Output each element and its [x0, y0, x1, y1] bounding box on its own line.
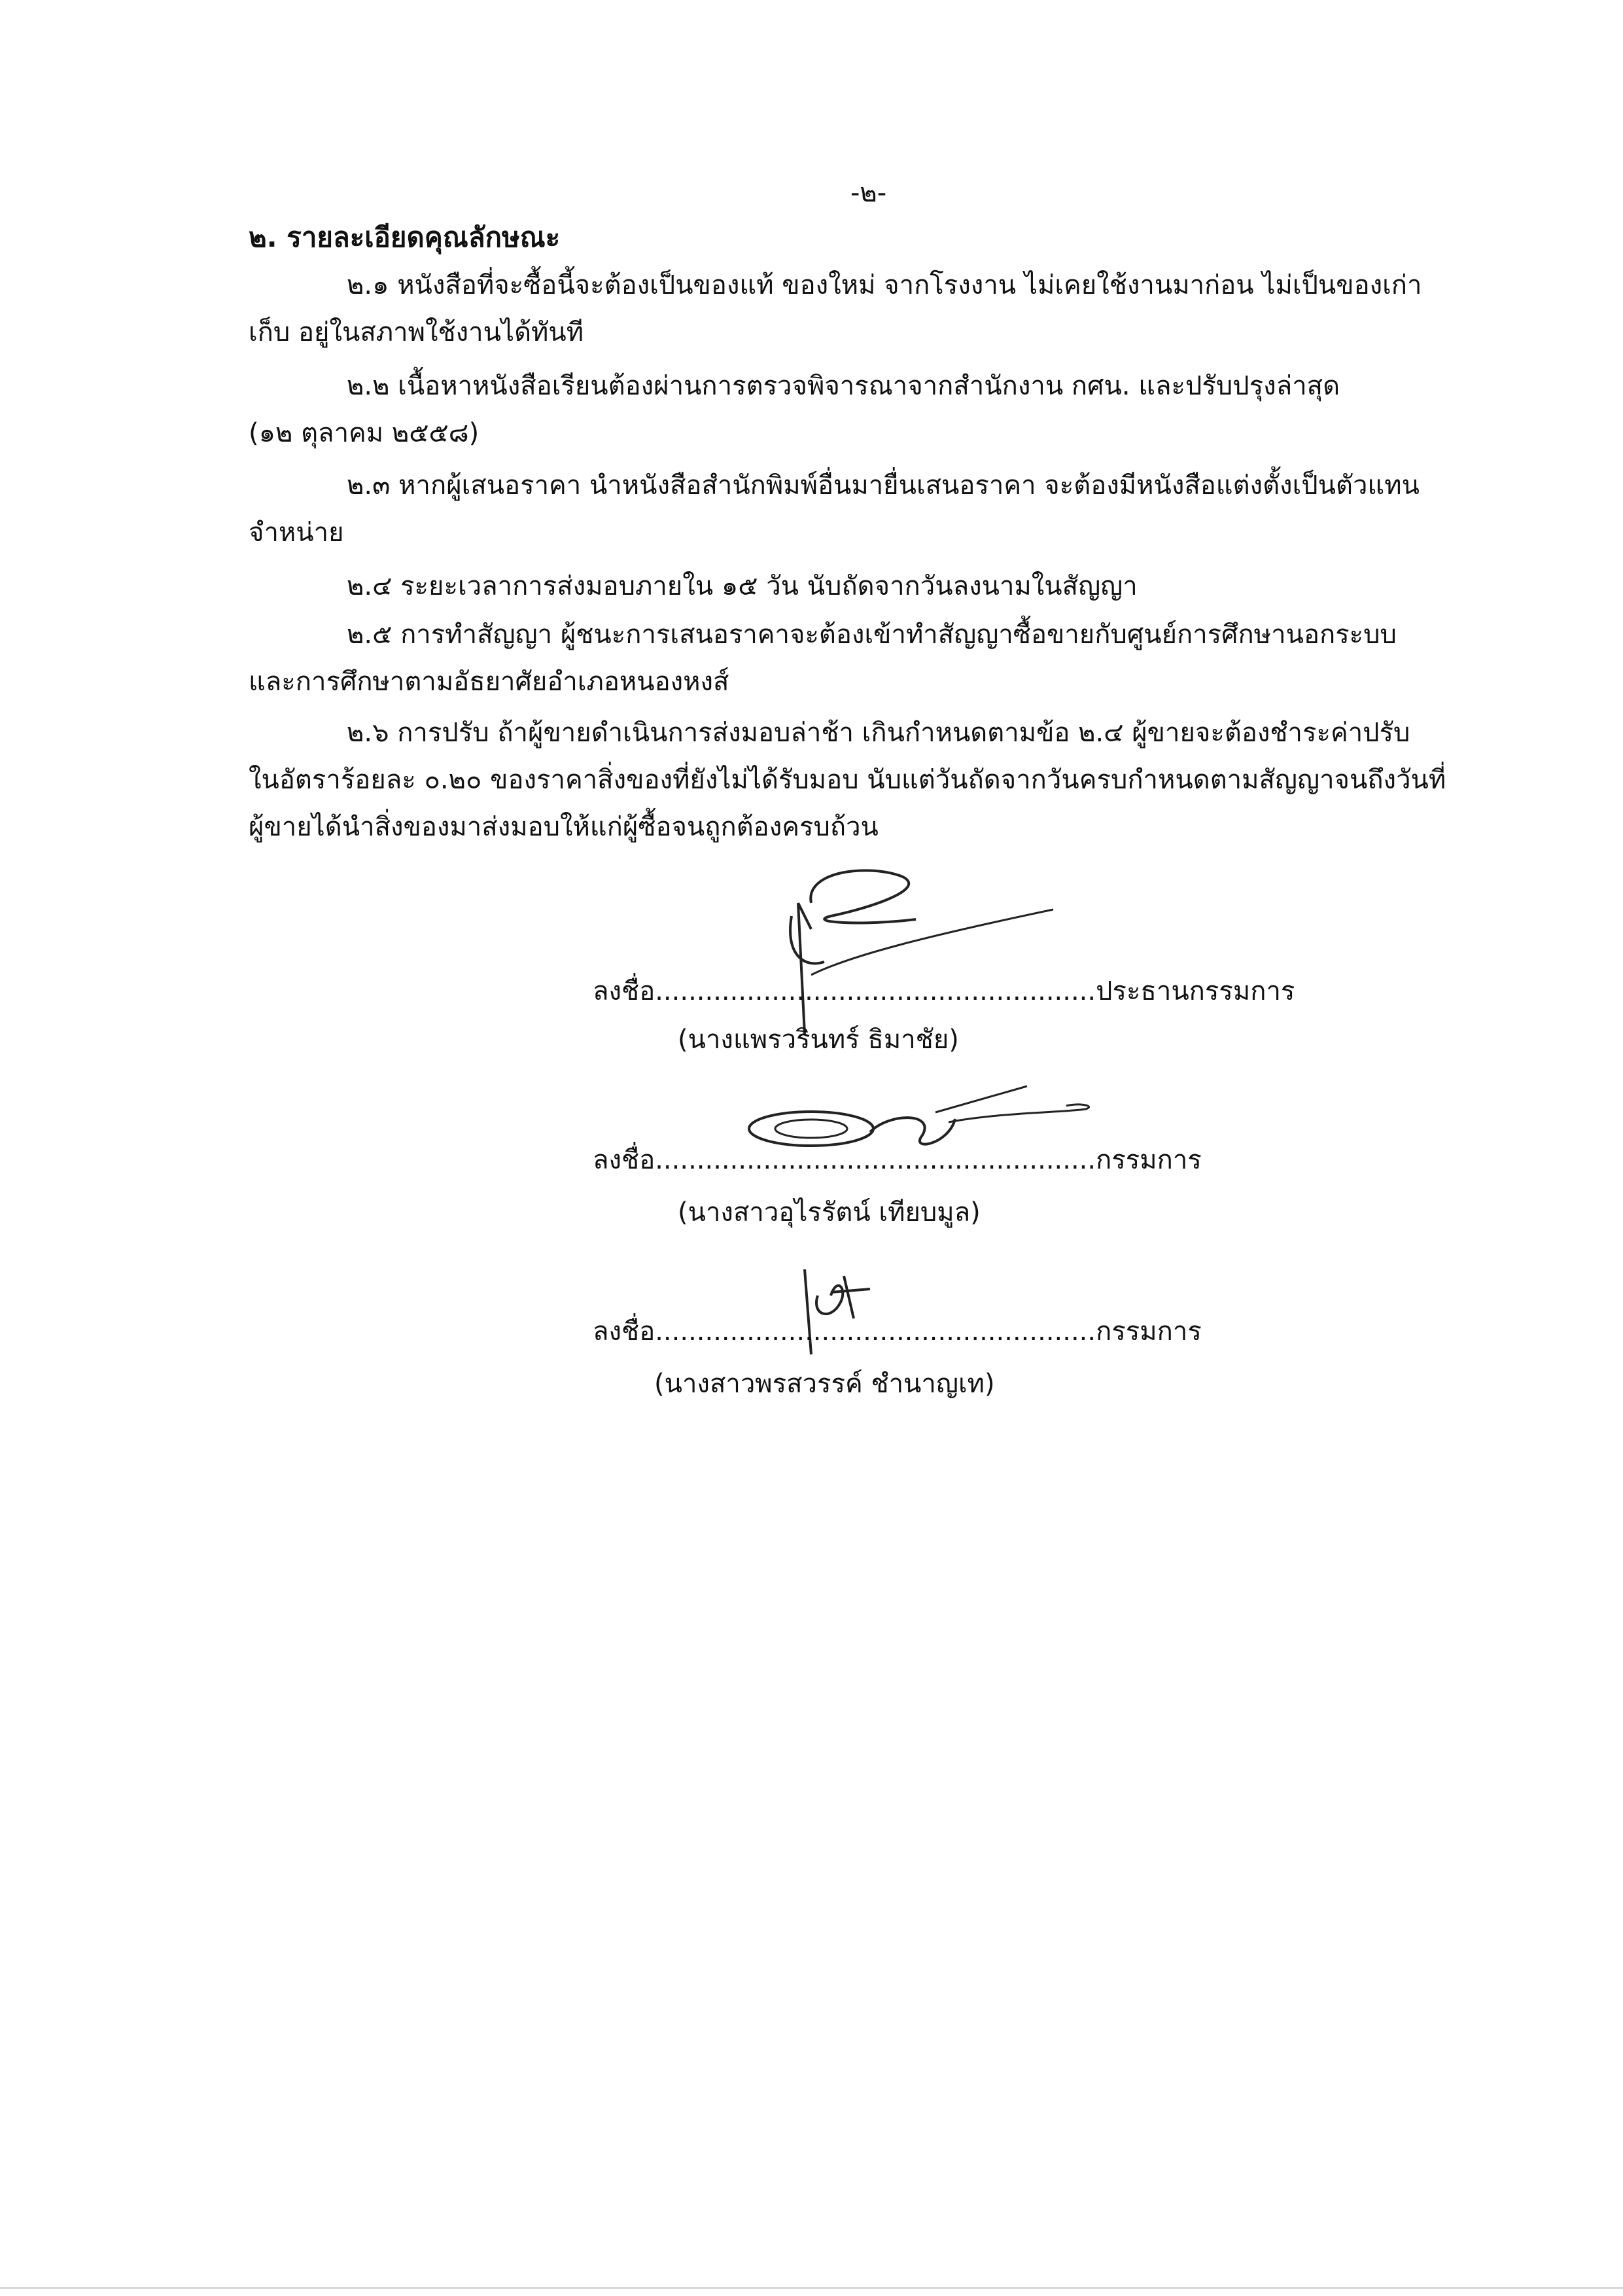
signature-3-line: ลงชื่อ.....................................................กรรมการ	[593, 1316, 1202, 1347]
item-2-6-line-2: ในอัตราร้อยละ ๐.๒๐ ของราคาสิ่งของที่ยังไม่ได้รับมอบ นับแต่วันถัดจากวันครบกำหนดตามสัญญาจนถึงวันที่	[249, 765, 1446, 795]
signature-3-name: (นางสาวพรสวรรค์ ชำนาญเท)	[654, 1369, 995, 1399]
signature-1-line: ลงชื่อ.....................................................ประธานกรรมการ	[593, 976, 1295, 1006]
item-2-1-line-2: เก็บ อยู่ในสภาพใช้งานได้ทันที	[249, 317, 584, 347]
section-heading: ๒. รายละเอียดคุณลักษณะ	[249, 221, 561, 253]
item-2-2-line-2: (๑๒ ตุลาคม ๒๕๕๘)	[249, 418, 480, 448]
item-2-3-line-1: ๒.๓ หากผู้เสนอราคา นำหนังสือสำนักพิมพ์อื่นมายื่นเสนอราคา จะต้องมีหนังสือแต่งตั้งเป็นตัวแทน	[347, 470, 1420, 501]
page-number: -๒-	[850, 178, 887, 208]
item-2-5-line-1: ๒.๕ การทำสัญญา ผู้ชนะการเสนอราคาจะต้องเข้าทำสัญญาซื้อขายกับศูนย์การศึกษานอกระบบ	[347, 620, 1397, 650]
item-2-6-line-1: ๒.๖ การปรับ ถ้าผู้ขายดำเนินการส่งมอบล่าช้า เกินกำหนดตามข้อ ๒.๔ ผู้ขายจะต้องชำระค่าปรับ	[347, 718, 1410, 748]
item-2-5-line-2: และการศึกษาตามอัธยาศัยอำเภอหนองหงส์	[249, 667, 729, 697]
item-2-3-line-2: จำหน่าย	[249, 518, 344, 548]
signature-2-line: ลงชื่อ.....................................................กรรมการ	[593, 1145, 1202, 1175]
signature-1-name: (นางแพรวรินทร์ ธิมาชัย)	[678, 1025, 959, 1055]
item-2-6-line-3: ผู้ขายได้นำสิ่งของมาส่งมอบให้แก่ผู้ซื้อจนถูกต้องครบถ้วน	[249, 812, 879, 842]
item-2-2-line-1: ๒.๒ เนื้อหาหนังสือเรียนต้องผ่านการตรวจพิจารณาจากสำนักงาน กศน. และปรับปรุงล่าสุด	[347, 371, 1340, 401]
item-2-4-line-1: ๒.๔ ระยะเวลาการส่งมอบภายใน ๑๕ วัน นับถัดจากวันลงนามในสัญญา	[347, 571, 1138, 601]
item-2-1-line-1: ๒.๑ หนังสือที่จะซื้อนี้จะต้องเป็นของแท้ ของใหม่ จากโรงงาน ไม่เคยใช้งานมาก่อน ไม่เป็นของเก่า	[347, 270, 1422, 300]
signature-2-name: (นางสาวอุไรรัตน์ เทียบมูล)	[678, 1197, 981, 1227]
scan-edge-line	[0, 2287, 1623, 2289]
